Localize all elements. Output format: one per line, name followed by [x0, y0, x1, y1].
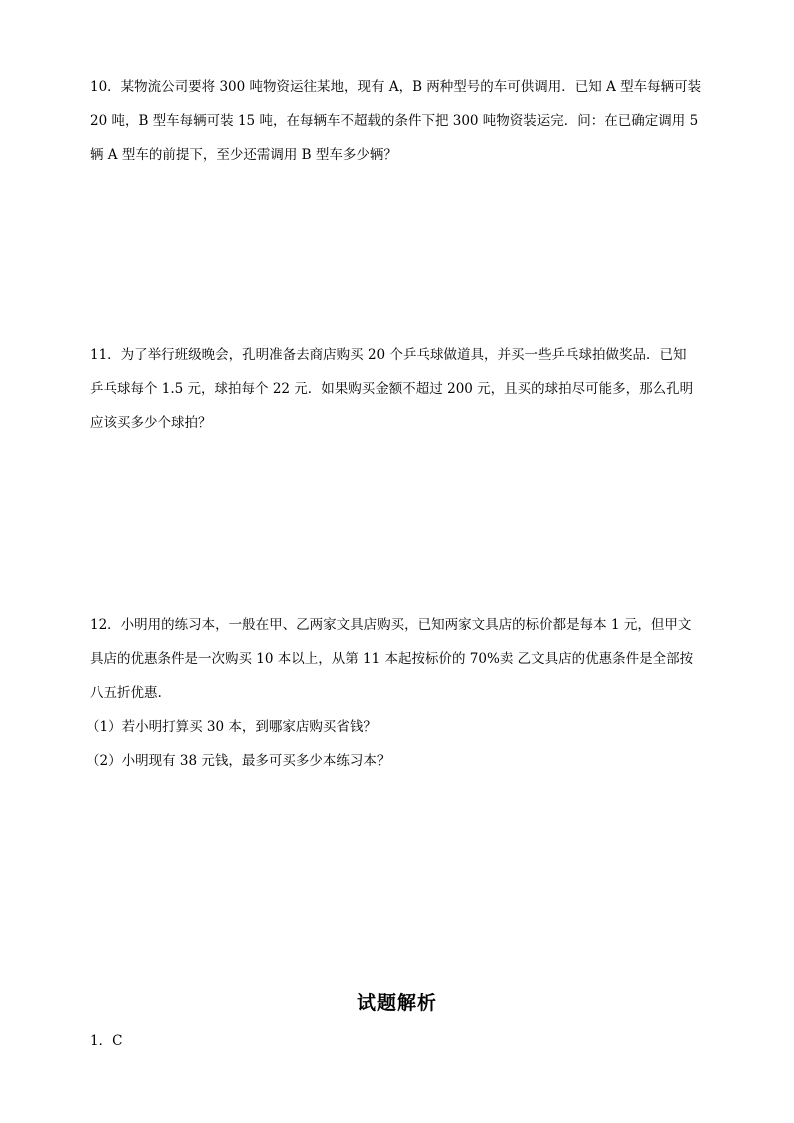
question-10 — [90, 70, 704, 172]
question-11-line-1: 11．为了举行班级晚会，孔明准备去商店购买 20 个乒乓球做道具，并买一些乒乓球拍做奖品．已知 — [90, 347, 687, 363]
question-12-line-2: 具店的优惠条件是一次购买 10 本以上，从第 11 本起按标价的 70%卖 乙文具店的优惠条件是全部按 — [90, 651, 694, 667]
question-12-sub-2: （2）小明现有 38 元钱，最多可买多少本练习本？ — [86, 753, 391, 769]
question-12 — [86, 608, 704, 778]
section-title: 试题解析 — [356, 992, 437, 1014]
question-10-line-3: 辆 A 型车的前提下，至少还需调用 B 型车多少辆？ — [90, 147, 397, 163]
question-10-line-1: 10．某物流公司要将 300 吨物资运往某地，现有 A，B 两种型号的车可供调用．已知 A 型车每辆可装 — [90, 79, 702, 95]
question-11-line-3: 应该买多少个球拍？ — [90, 415, 212, 431]
question-11 — [90, 338, 704, 440]
question-12-line-3: 八五折优惠. — [90, 685, 162, 701]
question-12-line-1: 12．小明用的练习本，一般在甲、乙两家文具店购买，已知两家文具店的标价都是每本 1 元，但甲文 — [90, 617, 692, 633]
answer-1: 1．C — [90, 1033, 123, 1049]
question-11-line-2: 乒乓球每个 1.5 元，球拍每个 22 元．如果购买金额不超过 200 元，且买的球拍尽可能多，那么孔明 — [90, 381, 694, 397]
question-12-sub-1: （1）若小明打算买 30 本，到哪家店购买省钱？ — [86, 719, 377, 735]
question-10-line-2: 20 吨，B 型车每辆可装 15 吨，在每辆车不超载的条件下把 300 吨物资装运完．问：在已确定调用 5 — [90, 113, 699, 129]
